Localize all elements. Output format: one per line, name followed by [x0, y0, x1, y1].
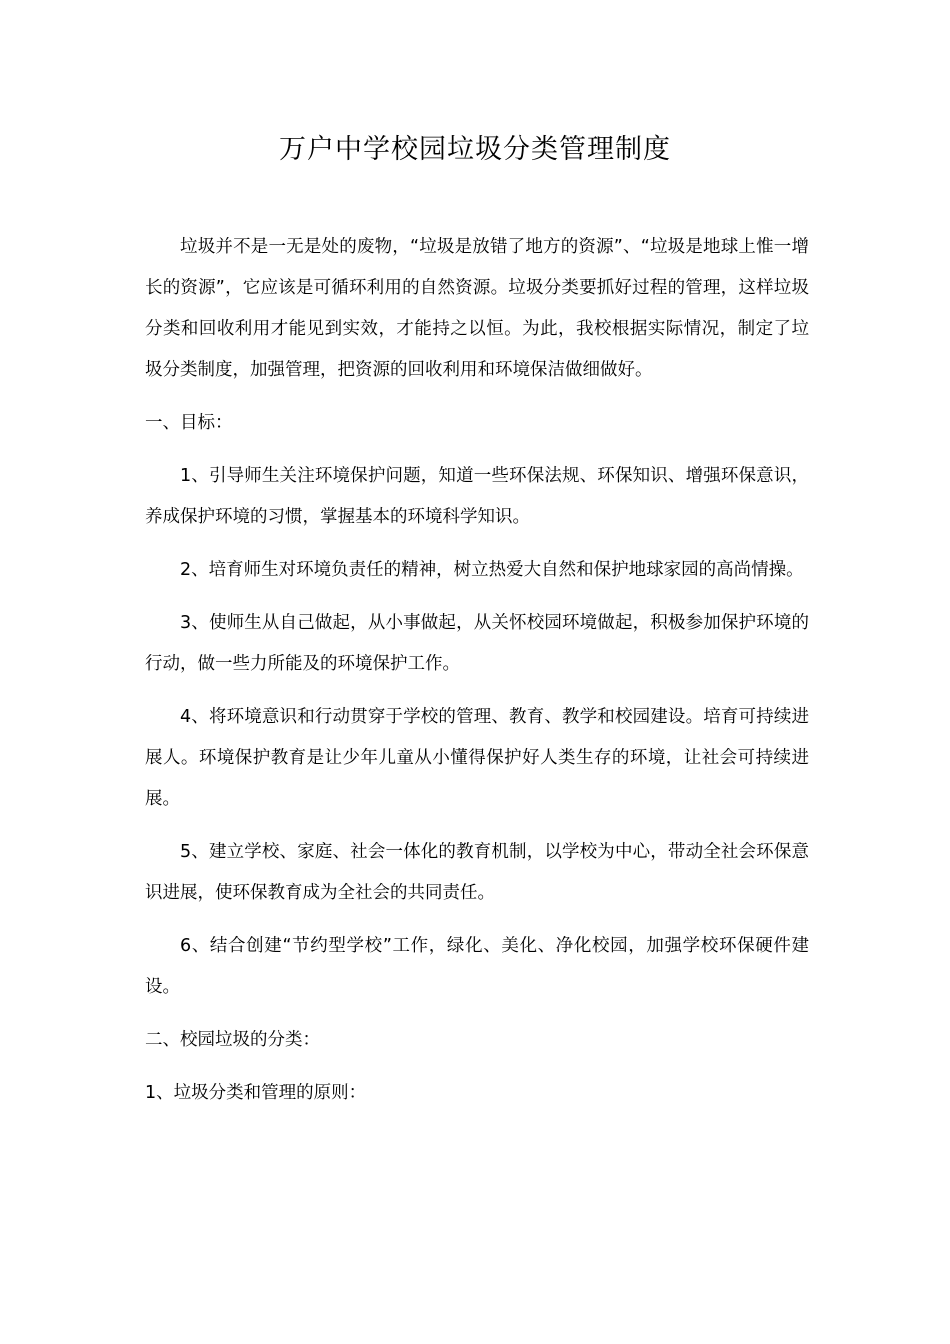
document-title: 万户中学校园垃圾分类管理制度	[279, 134, 671, 165]
goal-item: 3、使师生从自己做起，从小事做起，从关怀校园环境做起，积极参加保护环境的行动，做一些力所能及的环境保护工作。	[145, 613, 809, 674]
document-body	[145, 227, 809, 1126]
goal-item: 5、建立学校、家庭、社会一体化的教育机制，以学校为中心，带动全社会环保意识进展，使环保教育成为全社会的共同责任。	[145, 842, 809, 903]
intro-paragraph: 垃圾并不是一无是处的废物，“垃圾是放错了地方的资源”、“垃圾是地球上惟一增长的资源”，它应该是可循环利用的自然资源。垃圾分类要抓好过程的管理，这样垃圾分类和回收利用才能见到实效，才能持之以恒。为此，我校根据实际情况，制定了垃圾分类制度，加强管理，把资源的回收利用和环境保洁做细做好。	[145, 237, 809, 380]
goal-item: 2、培育师生对环境负责任的精神，树立热爱大自然和保护地球家园的高尚情操。	[180, 560, 804, 580]
goal-item: 1、引导师生关注环境保护问题，知道一些环保法规、环保知识、增强环保意识，养成保护环境的习惯，掌握基本的环境科学知识。	[145, 466, 809, 527]
goal-item: 4、将环境意识和行动贯穿于学校的管理、教育、教学和校园建设。培育可持续进展人。环境保护教育是让少年儿童从小懂得保护好人类生存的环境，让社会可持续进展。	[145, 707, 809, 809]
section-heading-classification: 二、校园垃圾的分类：	[145, 1030, 320, 1050]
subsection-heading-principles: 1、垃圾分类和管理的原则：	[145, 1083, 367, 1103]
section-heading-goals: 一、目标：	[145, 413, 233, 433]
goal-item: 6、结合创建“节约型学校”工作，绿化、美化、净化校园，加强学校环保硬件建设。	[145, 936, 809, 997]
